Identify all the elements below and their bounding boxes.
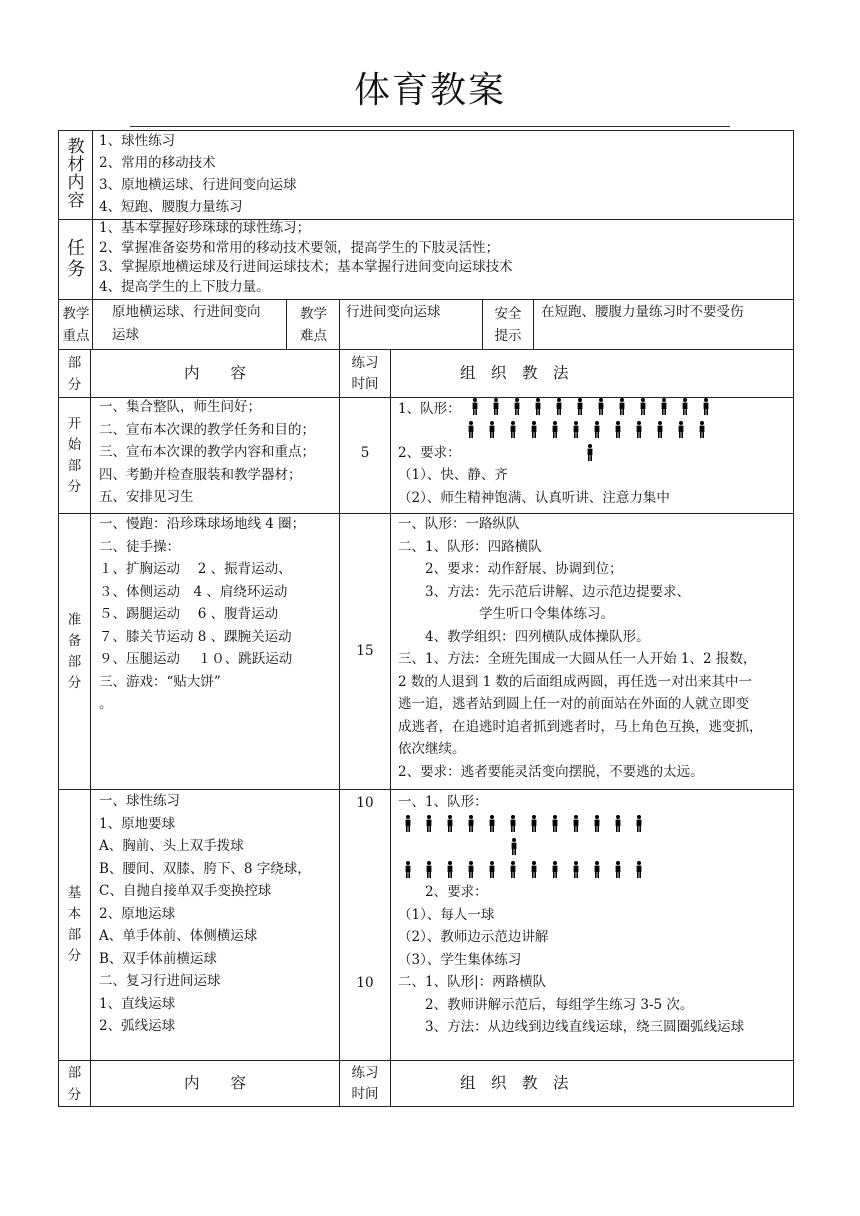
person-icon: [678, 421, 684, 438]
person-icon: [573, 815, 579, 832]
student-row: [405, 815, 657, 832]
person-icon: [493, 398, 499, 415]
list-item: B、腰间、双膝、胯下、8 字绕球，: [99, 860, 311, 877]
col-divider: [286, 299, 287, 349]
list-item: 二、1、队形|：两路横队: [398, 974, 547, 990]
list-item: 2、要求：: [398, 884, 488, 900]
safety-value: 在短跑、腰腹力量练习时不要受伤: [541, 304, 744, 320]
prep-time: 15: [356, 643, 374, 659]
header-method: 组 织 教 法: [460, 363, 569, 382]
basic-time-1: 10: [356, 795, 374, 811]
list-item: 五、安排见习生: [99, 489, 194, 505]
person-icon: [447, 861, 453, 878]
list-item: ７、膝关节运动 8 、踝腕关运动: [99, 628, 292, 645]
list-item: 一、队形：一路纵队: [398, 516, 520, 532]
student-row: [405, 861, 657, 878]
title-underline: [130, 126, 730, 127]
person-icon: [510, 861, 516, 878]
person-icon: [472, 398, 478, 415]
list-item: （3）、学生集体练习: [398, 951, 522, 968]
person-icon: [426, 815, 432, 832]
list-item: 依次继续。: [398, 741, 466, 757]
col-divider: [339, 349, 340, 1107]
col-divider: [390, 349, 391, 1107]
person-icon: [552, 421, 558, 438]
person-icon: [619, 398, 625, 415]
person-icon: [699, 421, 705, 438]
list-item: 3、方法：先示范后讲解、边示范边提要求、: [398, 583, 691, 600]
person-icon: [468, 861, 474, 878]
person-icon: [552, 815, 558, 832]
safety-label: 安全提示: [494, 305, 522, 344]
teacher-figure: [587, 444, 608, 461]
person-icon: [615, 421, 621, 438]
start-content: [99, 396, 315, 509]
difficulty-value: 行进间变向运球: [346, 304, 441, 320]
list-item: 1、原地要球: [99, 815, 176, 832]
header-part: 部分: [67, 1065, 82, 1103]
person-icon: [587, 444, 593, 461]
list-item: 二、宣布本次课的教学任务和目的；: [99, 421, 315, 438]
list-item: （1）、每人一球: [398, 906, 495, 923]
person-icon: [594, 815, 600, 832]
list-item: C、自抛自接单双手变换控球: [99, 883, 272, 899]
list-item: （1）、快、静、齐: [398, 467, 508, 483]
person-icon: [531, 815, 537, 832]
list-item: 一、集合整队，师生问好；: [99, 399, 261, 415]
list-item: 三、1、方法：全班先围成一大圆从任一人开始 1、2 报数，: [398, 651, 757, 667]
person-icon: [489, 861, 495, 878]
person-icon: [615, 815, 621, 832]
person-icon: [640, 398, 646, 415]
list-item: 4、短跑、腰腹力量练习: [99, 199, 243, 215]
person-icon: [661, 398, 667, 415]
list-item: 2、要求：动作舒展、协调到位；: [398, 561, 623, 577]
person-icon: [594, 421, 600, 438]
row-divider: [58, 299, 794, 300]
header-time: 练习时间: [351, 354, 379, 392]
person-icon: [468, 421, 474, 438]
person-icon: [552, 861, 558, 878]
list-item: １、扩胸运动 2 、振背运动、: [99, 561, 292, 577]
header-part: 部分: [67, 354, 82, 393]
person-icon: [468, 815, 474, 832]
person-icon: [703, 398, 709, 415]
basic-time-2: 10: [356, 975, 374, 991]
person-icon: [636, 861, 642, 878]
person-icon: [531, 421, 537, 438]
col-divider: [92, 130, 93, 299]
person-icon: [405, 861, 411, 878]
list-item: 3、掌握原地横运球及行进间运球技术；基本掌握行进间变向运球技术: [99, 259, 513, 275]
list-item: 4、教学组织：四列横队成体操队形。: [398, 628, 650, 645]
col-divider: [339, 299, 340, 349]
header-method: 组 织 教 法: [460, 1074, 569, 1093]
teacher-figure: [511, 838, 532, 855]
task-list: [99, 219, 513, 297]
person-icon: [426, 861, 432, 878]
header-content: 内 容: [183, 363, 246, 382]
page-title: 体育教案: [353, 70, 506, 111]
person-icon: [535, 398, 541, 415]
student-row: [472, 398, 724, 415]
list-item: 2、要求：逃者要能灵活变向摆脱，不要逃的太远。: [398, 763, 704, 780]
list-item: 2、弧线运球: [99, 1018, 176, 1034]
list-item: 2、掌握准备姿势和常用的移动技术要领，提高学生的下肢灵活性；: [99, 239, 500, 256]
list-item: 学生听口令集体练习。: [398, 606, 614, 622]
list-item: ９、压腿运动 １０、跳跃运动: [99, 651, 293, 667]
person-icon: [636, 815, 642, 832]
list-item: 。: [99, 696, 113, 712]
list-item: 三、游戏：“贴大饼”: [99, 673, 221, 690]
list-item: （2）、教师边示范边讲解: [398, 929, 549, 945]
start-label: 开始部分: [67, 415, 82, 495]
list-item: 二、复习行进间运球: [99, 973, 221, 989]
list-item: 2、教师讲解示范后，每组学生练习 3-5 次。: [398, 996, 694, 1013]
person-icon: [556, 398, 562, 415]
list-item: 3、方法：从边线到边线直线运球，绕三圆圈弧线运球: [398, 1019, 745, 1035]
list-item: 2 数的人退到 1 数的后面组成两圆，再任选一对出来其中一: [398, 673, 753, 690]
list-item: 2、原地运球: [99, 905, 176, 922]
person-icon: [510, 815, 516, 832]
material-label: 教材内容: [67, 137, 85, 211]
list-item: ５、踢腿运动 6 、腹背运动: [99, 606, 279, 622]
prep-method: [398, 513, 763, 783]
focus-label: 教学重点: [62, 305, 90, 344]
header-content: 内 容: [183, 1074, 246, 1093]
start-requirements: [398, 464, 670, 509]
student-row: [468, 421, 720, 438]
basic-formation-label: 一、1、队形：: [398, 794, 488, 810]
list-item: ３、体侧运动 4 、肩绕环运动: [99, 583, 288, 600]
material-list: [99, 130, 297, 218]
person-icon: [405, 815, 411, 832]
start-formation-label: 1、队形：: [398, 401, 461, 417]
list-item: 2、常用的移动技术: [99, 155, 216, 171]
person-icon: [598, 398, 604, 415]
difficulty-label: 教学难点: [300, 305, 327, 344]
col-divider: [90, 349, 91, 1107]
list-item: 四、考勤并检查服装和教学器材；: [99, 466, 302, 483]
task-label: 任务: [67, 237, 85, 280]
person-icon: [573, 861, 579, 878]
person-icon: [573, 421, 579, 438]
list-item: A、单手体前、体侧横运球: [99, 928, 258, 944]
person-icon: [682, 398, 688, 415]
list-item: 二、1、队形：四路横队: [398, 538, 542, 555]
person-icon: [511, 838, 517, 855]
person-icon: [615, 861, 621, 878]
list-item: B、双手体前横运球: [99, 950, 217, 967]
list-item: 一、慢跑：沿珍珠球场地线 4 圈；: [99, 516, 306, 532]
person-icon: [489, 815, 495, 832]
person-icon: [489, 421, 495, 438]
person-icon: [657, 421, 663, 438]
list-item: 3、原地横运球、行进间变向运球: [99, 177, 297, 193]
list-item: 1、直线运球: [99, 995, 176, 1012]
header-time: 练习时间: [351, 1065, 379, 1102]
person-icon: [636, 421, 642, 438]
list-item: 一、球性练习: [99, 793, 180, 809]
list-item: 三、宣布本次课的教学内容和重点；: [99, 444, 315, 460]
person-icon: [594, 861, 600, 878]
prep-label: 准备部分: [67, 611, 82, 691]
list-item: （2）、师生精神饱满、认真听讲、注意力集中: [398, 489, 670, 506]
person-icon: [514, 398, 520, 415]
basic-method: [398, 881, 744, 1039]
person-icon: [531, 861, 537, 878]
list-item: 逃一追，逃者站到圆上任一对的前面站在外面的人就立即变: [398, 696, 749, 712]
person-icon: [447, 815, 453, 832]
person-icon: [510, 421, 516, 438]
col-divider: [533, 299, 534, 349]
basic-label: 基本部分: [67, 885, 82, 964]
focus-value: 原地横运球、行进间变向 运球: [112, 304, 261, 343]
list-item: 二、徒手操：: [99, 538, 180, 555]
basic-content: [99, 790, 311, 1038]
start-requirement-label: 2、要求：: [398, 445, 461, 461]
list-item: A、胸前、头上双手拨球: [99, 838, 244, 854]
col-divider: [92, 299, 93, 349]
prep-content: [99, 513, 305, 716]
list-item: 1、球性练习: [99, 133, 176, 149]
start-time: 5: [360, 445, 370, 461]
person-icon: [577, 398, 583, 415]
list-item: 1、基本掌握好珍珠球的球性练习；: [99, 220, 311, 236]
list-item: 成逃者，在追逃时追者抓到逃者时，马上角色互换，逃变抓，: [398, 718, 763, 735]
list-item: 4、提高学生的上下肢力量。: [99, 278, 270, 295]
